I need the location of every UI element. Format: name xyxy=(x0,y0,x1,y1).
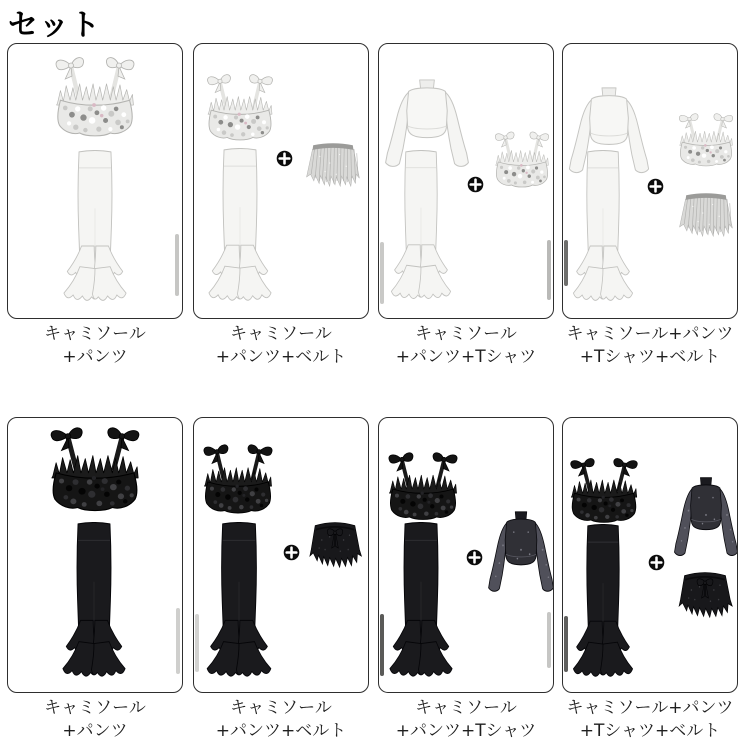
combo-image-frame xyxy=(7,43,183,319)
combo-image-frame xyxy=(562,417,738,693)
caption-line-2: +Tシャツ+ベルト xyxy=(579,347,721,367)
flare-pants xyxy=(198,148,282,310)
caption-line-1: キャミソール xyxy=(44,698,146,718)
plus-icon xyxy=(276,150,293,167)
combo-caption xyxy=(186,323,376,369)
combo-image-frame xyxy=(378,417,554,693)
fringe-belt xyxy=(673,190,738,244)
combo-image-frame xyxy=(378,43,554,319)
plus-icon xyxy=(648,554,665,571)
caption-line-1: キャミソール+パンツ xyxy=(566,324,734,344)
caption-line-1: キャミソール xyxy=(44,324,146,344)
caption-line-1: キャミソール xyxy=(415,324,517,344)
lace-shorts-belt xyxy=(302,516,368,580)
flare-pants xyxy=(563,524,643,686)
image-artifact xyxy=(175,234,179,296)
combo-caption xyxy=(371,697,561,743)
tshirt xyxy=(565,86,653,184)
caption-line-2: +パンツ+ベルト xyxy=(215,347,347,367)
combo-caption xyxy=(186,697,376,743)
combo-image-frame xyxy=(7,417,183,693)
mesh-tshirt xyxy=(671,476,738,566)
sequin-camisole xyxy=(200,70,280,160)
flare-pants xyxy=(53,150,137,310)
image-artifact xyxy=(195,614,199,672)
caption-line-1: キャミソール+パンツ xyxy=(566,698,734,718)
fringe-belt xyxy=(300,140,366,194)
caption-line-2: +パンツ+Tシャツ xyxy=(395,721,537,741)
caption-line-2: +パンツ+Tシャツ xyxy=(395,347,537,367)
image-artifact xyxy=(380,242,384,304)
mesh-tshirt xyxy=(485,510,554,602)
image-artifact xyxy=(547,612,551,668)
caption-line-1: キャミソール xyxy=(230,698,332,718)
flare-pants xyxy=(52,522,136,686)
combo-image-frame xyxy=(562,43,738,319)
combo-caption xyxy=(0,323,190,369)
image-artifact xyxy=(564,616,568,672)
image-artifact xyxy=(564,240,568,286)
combo-caption xyxy=(371,323,561,369)
combo-caption xyxy=(555,697,745,743)
flare-pants xyxy=(196,522,282,686)
image-artifact xyxy=(380,614,384,676)
plus-icon xyxy=(466,549,483,566)
caption-line-2: +パンツ xyxy=(62,721,128,741)
plus-icon xyxy=(647,178,664,195)
lace-shorts-belt xyxy=(671,566,738,630)
combo-image-frame xyxy=(193,417,369,693)
plus-icon xyxy=(467,176,484,193)
sequin-camisole xyxy=(196,440,280,534)
caption-line-2: +パンツ xyxy=(62,347,128,367)
caption-line-2: +パンツ+ベルト xyxy=(215,721,347,741)
sequin-camisole xyxy=(47,52,143,160)
sequin-camisole xyxy=(41,422,149,536)
page-title: セット xyxy=(8,8,101,43)
flare-pants xyxy=(379,522,463,686)
combo-image-frame xyxy=(193,43,369,319)
combo-caption xyxy=(555,323,745,369)
caption-line-1: キャミソール xyxy=(230,324,332,344)
plus-icon xyxy=(283,544,300,561)
combo-caption xyxy=(0,697,190,743)
sequin-camisole xyxy=(489,128,554,204)
tshirt xyxy=(381,78,473,178)
caption-line-2: +Tシャツ+ベルト xyxy=(579,721,721,741)
image-artifact xyxy=(176,608,180,674)
image-artifact xyxy=(547,240,551,300)
sequin-camisole xyxy=(673,110,738,182)
caption-line-1: キャミソール xyxy=(415,698,517,718)
